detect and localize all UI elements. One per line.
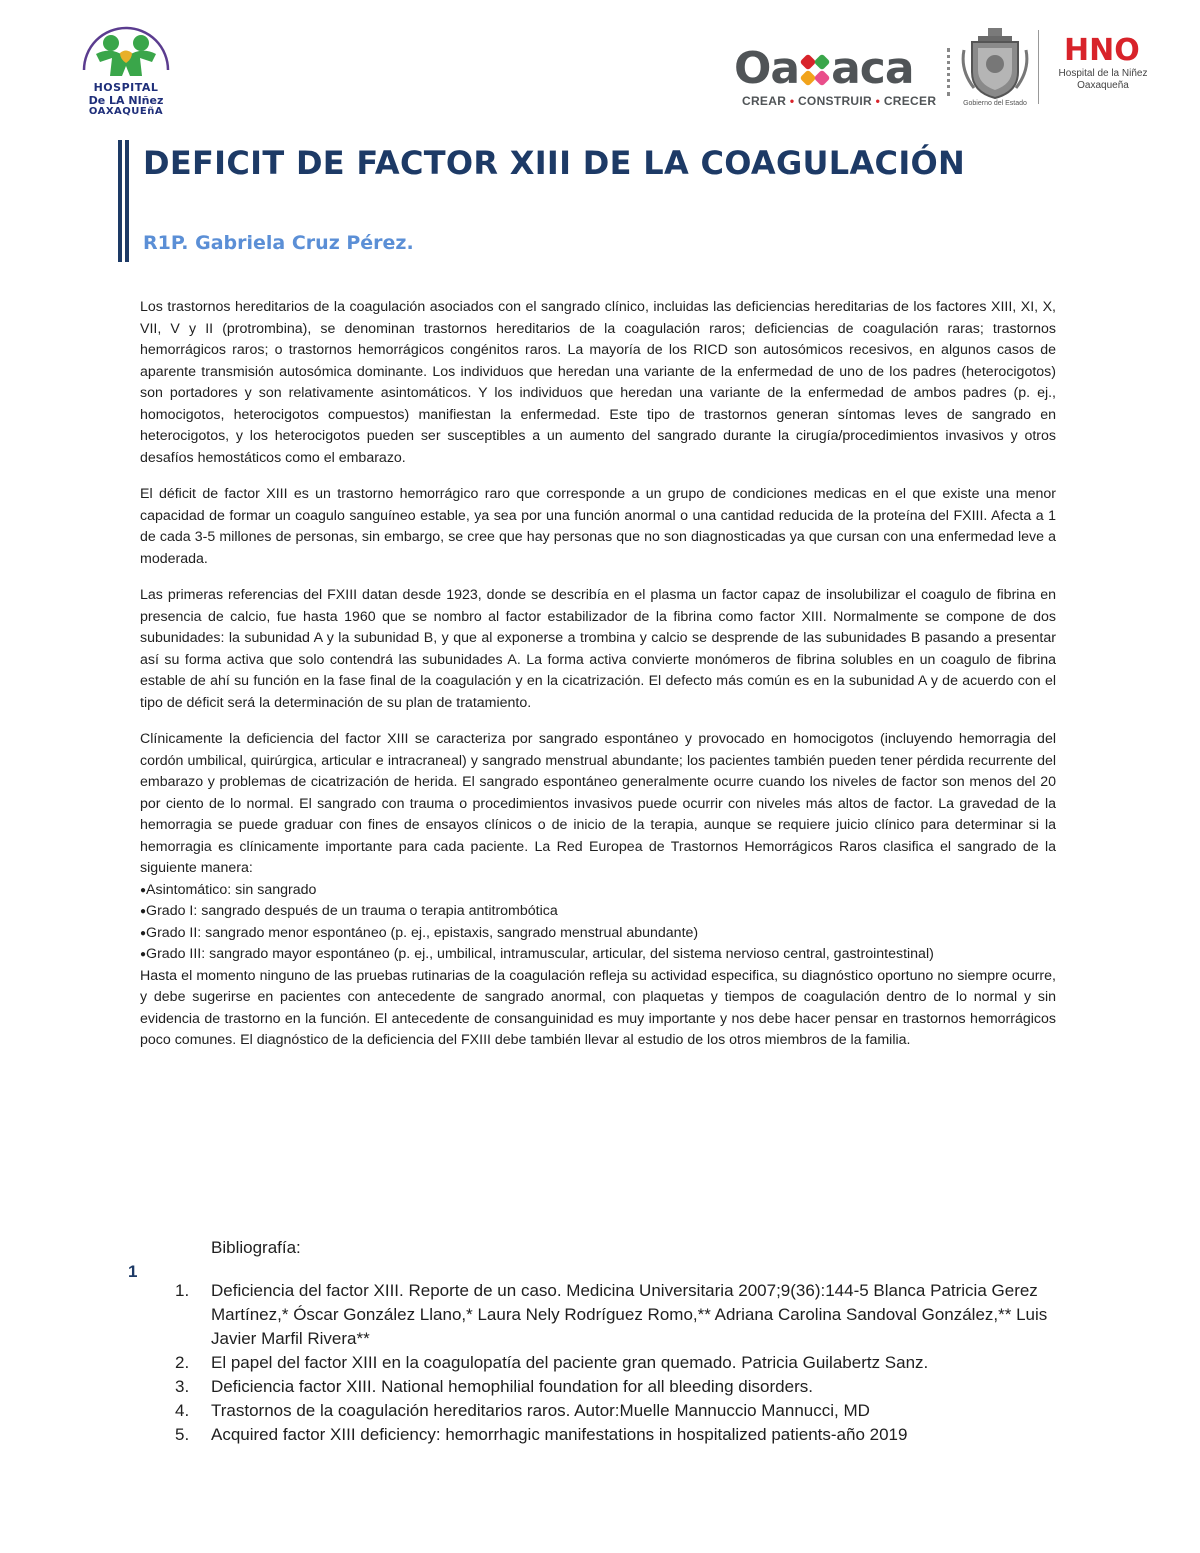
oaxaca-x-mark-icon	[800, 48, 830, 82]
tagline-construir: CONSTRUIR	[797, 94, 873, 108]
oaxaca-word-end: aca	[831, 43, 914, 94]
oaxaca-logo	[734, 44, 944, 114]
reference-number: 5.	[175, 1425, 190, 1444]
paragraph: Clínicamente la deficiencia del factor XIII se caracteriza por sangrado espontáneo y provocado en homocigotos (incluyendo hemorragia del cordón umbilical, quirúrgica, articular e intracraneal) y sangrado menstrual abundante; los pacientes también pueden tener pérdida recurrente del embarazo y problemas de cicatrización de herida. El sangrado espontáneo generalmente ocurre cuando los niveles de factor son menos del 20 por ciento de lo normal. El sangrado con trauma o procedimientos invasivos puede ocurrir con niveles más altos de factor. La gravedad de la hemorragia se puede graduar con fines de ensayos clínicos o de inicio de la terapia, aunque se requiere juicio clínico para determinar si la hemorragia es clínicamente importante para cada paciente. La Red Europea de Trastornos Hemorrágicos Raros clasifica el sangrado de la siguiente manera:	[140, 731, 1056, 876]
title-accent-bars	[118, 140, 132, 262]
reference-item	[170, 1399, 1050, 1423]
list-item-text: Asintomático: sin sangrado	[146, 881, 317, 898]
coat-of-arms-icon	[958, 24, 1032, 100]
bullet-icon: ●	[140, 927, 147, 939]
reference-text: Deficiencia factor XIII. National hemophilial foundation for all bleeding disorders.	[211, 1377, 813, 1396]
state-seal	[958, 24, 1032, 108]
list-item	[140, 923, 1056, 945]
reference-item	[170, 1423, 1050, 1447]
logo-divider	[1038, 30, 1039, 104]
reference-item	[170, 1279, 1050, 1351]
list-item	[140, 944, 1056, 966]
document-author: R1P. Gabriela Cruz Pérez.	[143, 232, 414, 254]
reference-number: 3.	[175, 1377, 190, 1396]
bullet-icon: ●	[140, 949, 147, 960]
tagline-crecer: CRECER	[883, 94, 937, 108]
list-item	[140, 901, 1056, 923]
reference-item	[170, 1375, 1050, 1399]
list-item-text: Grado I: sangrado después de un trauma o terapia antitrombótica	[146, 903, 558, 919]
bleeding-grade-list	[140, 880, 1056, 966]
reference-number: 1.	[175, 1281, 190, 1300]
logo-line-1: HOSPITAL	[93, 81, 159, 94]
reference-text: El papel del factor XIII en la coagulopatía del paciente gran quemado. Patricia Guilabertz Sanz.	[211, 1353, 929, 1372]
oaxaca-wordmark	[734, 44, 914, 94]
paragraph: Hasta el momento ninguno de las pruebas rutinarias de la coagulación refleja su actividad especifica, su diagnóstico oportuno no siempre ocurre, y debe sugerirse en pacientes con antecedente de sangrado anormal, con plaquetas y tiempos de coagulación dentro de lo normal y sin evidencia de trastorno en la función. El antecedente de consanguinidad es muy importante y nos debe hacer pensar en trastornos hemorrágicos poco comunes. El diagnóstico de la deficiencia del FXIII debe también llevar al estudio de los otros miembros de la familia.	[140, 967, 1056, 1048]
hospital-ninez-logo	[76, 24, 176, 120]
oaxaca-tagline	[742, 94, 936, 108]
tagline-dot: •	[789, 94, 795, 108]
hno-acronym: HNO	[1064, 33, 1140, 68]
paragraph: Las primeras referencias del FXIII datan desde 1923, donde se describía en el plasma un factor capaz de insolubilizar el coagulo de fibrina en presencia de calcio, fue hasta 1960 que se nombro al factor estabilizador de la fibrina como factor XIII. Normalmente se compone de dos subunidades: la subunidad A y la subunidad B, y que al exponerse a trombina y calcio se desprende de las subunidades B pasando a presentar así su forma activa que solo contendrá las subunidades A. La forma activa convierte monómeros de fibrina solubles en un coagulo de fibrina estable de ahí su función en la fase final de la coagulación y en la cicatrización. El defecto más común es en la subunidad A y de acuerdo con el tipo de déficit será la determinación de su plan de tratamiento.	[140, 587, 1056, 711]
oaxaca-word-start: Oa	[734, 43, 800, 94]
bullet-icon: ●	[140, 906, 147, 917]
hno-line-1: Hospital de la Niñez	[1058, 68, 1148, 79]
reference-item	[170, 1351, 1050, 1375]
reference-text: Deficiencia del factor XIII. Reporte de un caso. Medicina Universitaria 2007;9(36):144-5 Blanca Patricia Gerez Martínez,* Óscar González Llano,* Laura Nely Rodríguez Romo,** Adriana Carolina Sandoval González,** Luis Javier Marfil Rivera**	[211, 1281, 1048, 1348]
reference-text: Trastornos de la coagulación hereditarios raros. Autor:Muelle Mannuccio Mannucci, MD	[211, 1401, 870, 1420]
hno-line-2: Oaxaqueña	[1077, 80, 1129, 91]
document-body	[140, 297, 1056, 1067]
logo-line-2: De LA NIñez	[88, 94, 164, 107]
reference-text: Acquired factor XIII deficiency: hemorrhagic manifestations in hospitalized patients-año 2019	[211, 1425, 908, 1444]
list-item	[140, 880, 1056, 902]
document-title: DEFICIT DE FACTOR XIII DE LA COAGULACIÓN	[143, 144, 966, 182]
page-number: 1	[128, 1262, 138, 1281]
bullet-icon: ●	[140, 884, 147, 896]
seal-caption: Gobierno del Estado	[963, 100, 1027, 107]
list-item-text: Grado II: sangrado menor espontáneo (p. ej., epistaxis, sangrado menstrual abundante)	[146, 924, 699, 941]
bibliography-list	[170, 1279, 1050, 1447]
children-figures-icon	[76, 24, 176, 84]
reference-number: 2.	[175, 1353, 190, 1372]
reference-number: 4.	[175, 1401, 190, 1420]
paragraph: Los trastornos hereditarios de la coagulación asociados con el sangrado clínico, incluidas las deficiencias hereditarias de los factores XIII, XI, X, VII, V y II (protrombina), se denominan trastornos hereditarios de la coagulación raros; deficiencias de coagulación raras; trastornos hemorrágicos raros; o trastornos hemorrágicos congénitos raros. La mayoría de los RICD son autosómicos recesivos, en algunos casos de aparente transmisión autosómica dominante. Los individuos que heredan una variante de la enfermedad de uno de los padres (heterocigotos) son portadores y son relativamente asintomáticos. Y los individuos que heredan una variante de la enfermedad de ambos padres (p. ej., homocigotos, heterocigotos compuestos) manifiestan la enfermedad. Este tipo de trastornos generan síntomas leves de sangrado en heterocigotos, y los heterocigotos pueden ser susceptibles a un aumento del sangrado durante la cirugía/procedimientos invasivos y otros desafíos hemostáticos como el embarazo.	[140, 299, 1056, 466]
bibliography-title: Bibliografía:	[211, 1238, 301, 1257]
logo-dotted-divider	[947, 48, 953, 96]
tagline-crear: CREAR	[742, 94, 787, 108]
list-item-text: Grado III: sangrado mayor espontáneo (p. ej., umbilical, intramuscular, articular, del sistema nervioso central, gastrointestinal)	[146, 946, 934, 962]
logo-line-3: OAXAQUEñA	[88, 106, 164, 117]
hno-logo	[1048, 34, 1158, 92]
tagline-dot: •	[875, 94, 881, 108]
paragraph: El déficit de factor XIII es un trastorno hemorrágico raro que corresponde a un grupo de condiciones medicas en el que existe una menor capacidad de formar un coagulo sanguíneo estable, ya sea por una función anormal o una cantidad reducida de la proteína del FXIII. Afecta a 1 de cada 3-5 millones de personas, sin embargo, se cree que hay personas que no son diagnosticadas ya que cursan con una enfermedad leve a moderada.	[140, 486, 1056, 567]
